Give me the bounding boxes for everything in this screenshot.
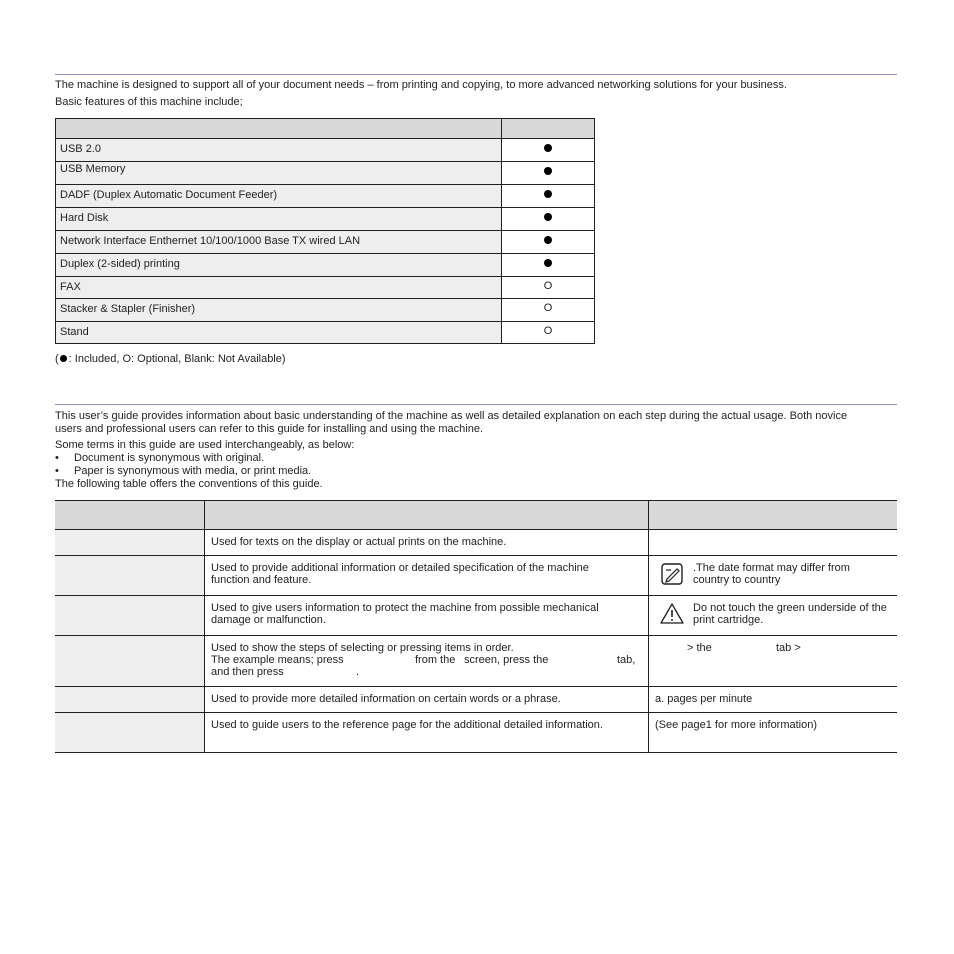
feature-included-mark [502,162,595,185]
bullet-text: Paper is synonymous with media, or print media. [74,465,312,477]
feature-name: Duplex (2-sided) printing [56,254,502,277]
features-header-name [56,119,502,139]
included-dot-icon [544,144,552,152]
table-row [56,322,595,344]
feature-included-mark [502,208,595,231]
feature-included-mark [502,254,595,277]
feature-name: Stacker & Stapler (Finisher) [56,299,502,322]
feature-included-mark [502,231,595,254]
feature-name: USB 2.0 [56,139,502,162]
conv-label [55,687,205,713]
conv-example-text: .The date format may differ from country to country [693,562,850,586]
feature-optional-mark: O [502,322,595,344]
feature-included-mark [502,139,595,162]
legend-text: : Included, O: Optional, Blank: Not Available) [68,353,286,365]
conv-example [649,556,898,596]
desc-fragment: screen, press the [464,654,549,666]
conv-description: Used to provide more detailed information on certain words or a phrase. [205,687,649,713]
table-row [55,530,897,556]
desc-fragment: tab, [617,654,636,666]
example-fragment: > the [687,642,712,654]
feature-name: Stand [56,322,502,344]
table-row [55,713,897,753]
conv-desc-line-2 [211,654,642,666]
legend-open-paren: ( [55,353,59,365]
guide-para-1a: This user’s guide provides information about basic understanding of the machine as well as detailed explanation on each step during the actual usage. Both novice [55,410,848,422]
conv-label [55,713,205,753]
conv-desc-line-1: Used to show the steps of selecting or pressing items in order. [211,642,514,654]
included-dot-icon [544,213,552,221]
feature-optional-mark: O [502,299,595,322]
conv-example [649,596,898,636]
feature-name: DADF (Duplex Automatic Document Feeder) [56,185,502,208]
table-row [55,556,897,596]
table-row [56,162,595,185]
desc-fragment: . [356,666,360,678]
conv-example [649,636,898,687]
guide-para-1b: users and professional users can refer to this guide for installing and using the machine. [55,423,484,435]
conv-desc-line-3 [211,666,642,678]
note-icon [659,562,685,586]
conv-header-example [649,501,898,530]
feature-name: Network Interface Enthernet 10/100/1000 Base TX wired LAN [56,231,502,254]
table-row [56,277,595,299]
conventions-header-row [55,501,897,530]
feature-name: USB Memory [56,162,502,185]
desc-fragment: and then press [211,666,284,678]
features-header-mark [502,119,595,139]
list-item [55,452,264,465]
guide-para-3: The following table offers the conventions of this guide. [55,478,323,490]
included-dot-icon [544,190,552,198]
desc-fragment: The example means; press [211,654,344,666]
bullet-icon: • [55,465,59,477]
table-row [55,596,897,636]
conv-description [205,636,649,687]
section-rule-guide [55,404,897,405]
included-dot-icon [544,236,552,244]
included-dot-icon [544,167,552,175]
conv-description: Used to provide additional information or detailed specification of the machine function and feature. [205,556,649,596]
conv-description: Used for texts on the display or actual prints on the machine. [205,530,649,556]
features-legend [55,353,286,366]
conv-description: Used to give users information to protect the machine from possible mechanical damage or malfunction. [205,596,649,636]
intro-line-2: Basic features of this machine include; [55,96,243,108]
conv-example-text: Do not touch the green underside of the print cartridge. [693,602,887,626]
conv-header-convention [55,501,205,530]
bullet-icon: • [55,452,59,464]
conv-label [55,530,205,556]
included-dot-icon [544,259,552,267]
bullet-text: Document is synonymous with original. [74,452,265,464]
intro-line-1: The machine is designed to support all of your document needs – from printing and copying, to more advanced networking solutions for your business. [55,79,787,91]
included-dot-icon [60,355,67,362]
feature-name: Hard Disk [56,208,502,231]
feature-name: FAX [56,277,502,299]
caution-icon [659,602,685,626]
conv-description: Used to guide users to the reference page for the additional detailed information. [205,713,649,753]
conv-label [55,636,205,687]
feature-included-mark [502,185,595,208]
table-row [55,636,897,687]
guide-para-2: Some terms in this guide are used interchangeably, as below: [55,439,355,451]
table-row [56,299,595,322]
table-row [56,139,595,162]
conv-example [649,530,898,556]
desc-fragment: from the [415,654,456,666]
table-row [56,254,595,277]
conv-label [55,596,205,636]
table-row [56,231,595,254]
features-header-row [56,119,595,139]
example-fragment: tab > [776,642,801,654]
feature-optional-mark: O [502,277,595,299]
list-item [55,465,311,478]
conv-header-description [205,501,649,530]
table-row [56,185,595,208]
conv-example: a. pages per minute [649,687,898,713]
conventions-table [55,500,897,753]
conv-label [55,556,205,596]
features-table [55,118,595,344]
conv-example: (See page1 for more information) [649,713,898,753]
table-row [55,687,897,713]
section-rule-top [55,74,897,75]
table-row [56,208,595,231]
